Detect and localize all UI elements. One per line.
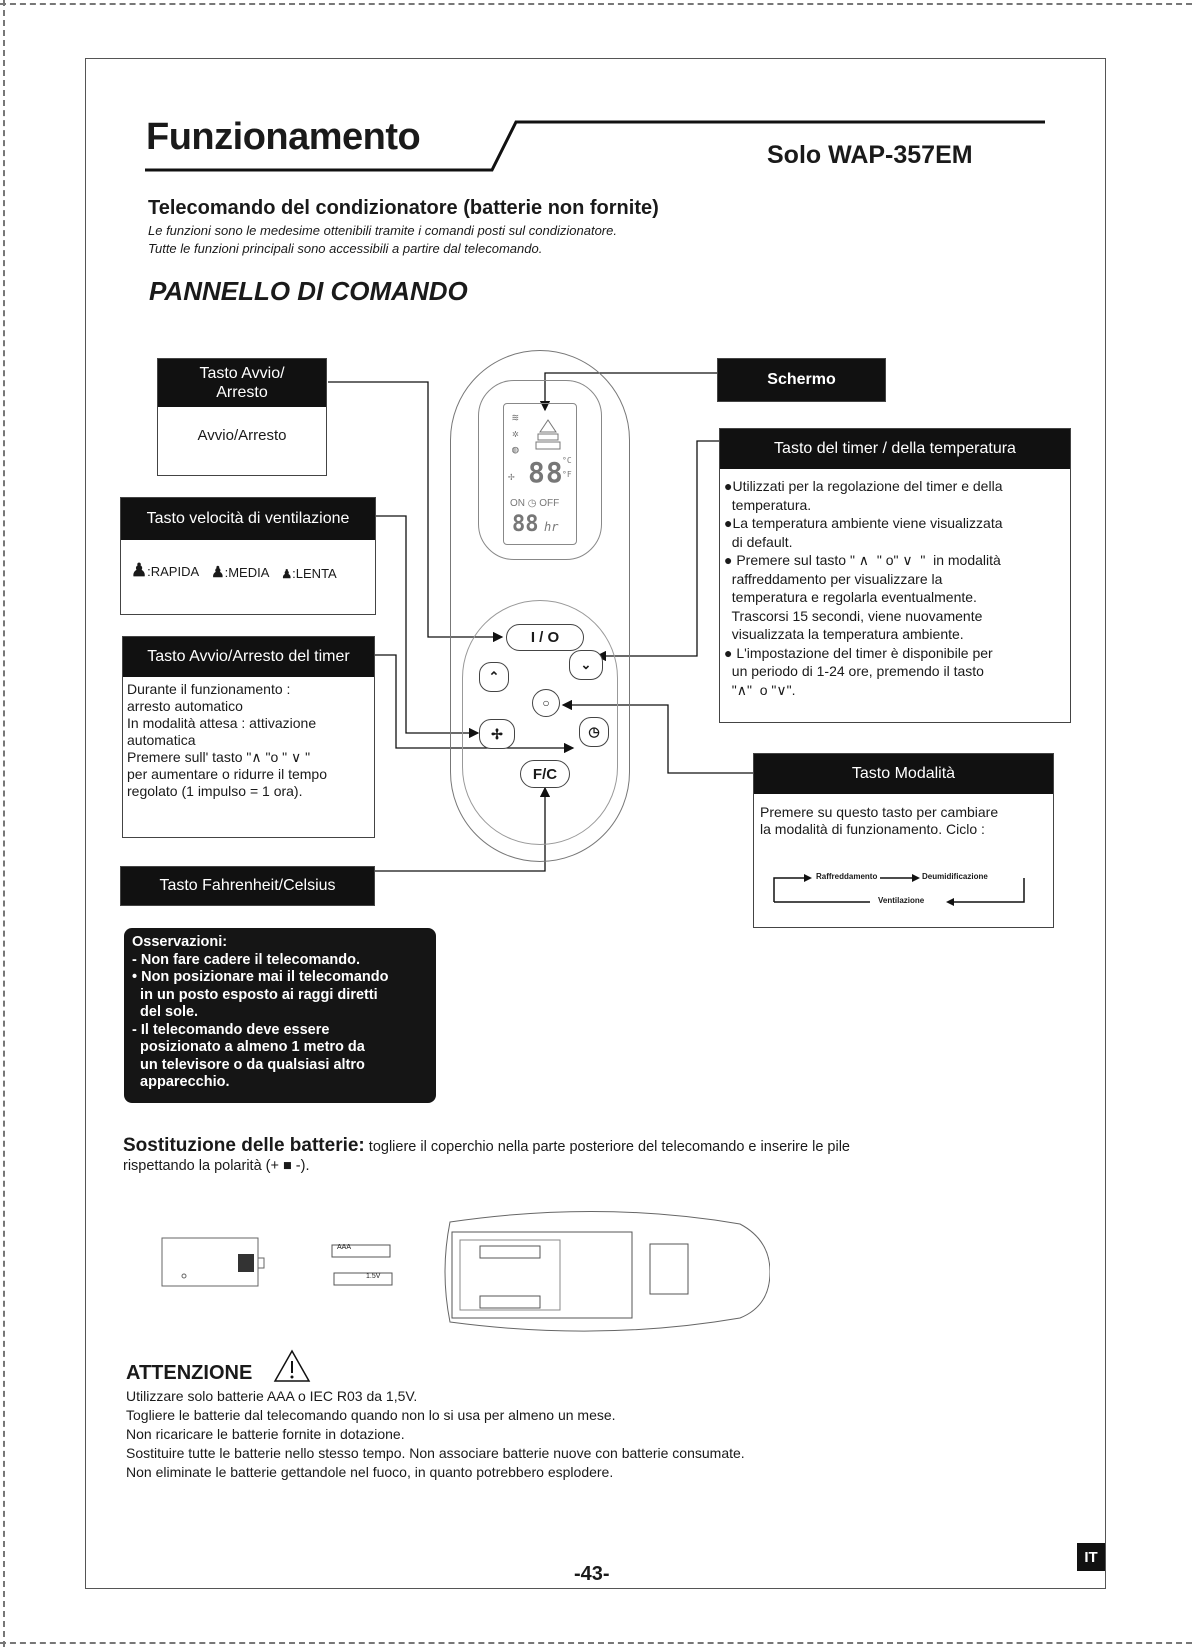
warning-title: ATTENZIONE bbox=[126, 1362, 253, 1384]
battery-title: Sostituzione delle batterie: bbox=[123, 1135, 365, 1156]
remote-back-drawing bbox=[440, 1210, 770, 1334]
callout-timer bbox=[122, 636, 375, 838]
lcd-fan-icon: ✢ bbox=[508, 470, 515, 483]
tt-line: "∧" o "∨". bbox=[724, 681, 796, 698]
timer-line: automatica bbox=[127, 732, 196, 748]
battery-text-2: rispettando la polarità (+ ■ -). bbox=[123, 1158, 310, 1174]
obs-item: posizionato a almeno 1 metro da bbox=[132, 1039, 365, 1055]
callout-power-title: Tasto Avvio/ Arresto bbox=[158, 359, 326, 407]
tt-line: un periodo di 1-24 ore, premendo il tasto bbox=[724, 663, 984, 679]
tt-line: visualizzata la temperatura ambiente. bbox=[724, 626, 964, 642]
tt-line: ●Utilizzati per la regolazione del timer e della bbox=[724, 478, 1003, 494]
callout-mode-title: Tasto Modalità bbox=[754, 754, 1053, 794]
intro-line: Tutte le funzioni principali sono accessibili a partire dal telecomando. bbox=[148, 241, 543, 256]
lcd-temp-digits: 88 bbox=[528, 456, 564, 489]
callout-screen-title: Schermo bbox=[718, 359, 885, 401]
fan-low-label: :LENTA bbox=[292, 566, 337, 581]
timer-line: Premere sull' tasto "∧ "o " ∨ " bbox=[127, 749, 311, 765]
cycle-fan: Ventilazione bbox=[878, 896, 925, 905]
timer-line: regolato (1 impulso = 1 ora). bbox=[127, 783, 303, 799]
obs-item: - Non fare cadere il telecomando. bbox=[132, 951, 361, 968]
fan-high-label: :RAPIDA bbox=[147, 564, 200, 579]
fan-speed-legend bbox=[121, 540, 375, 601]
warning-line: Sostituire tutte le batterie nello stesso tempo. Non associare batterie nuove con batterie consumate. bbox=[126, 1445, 745, 1461]
callout-timer-temp-text bbox=[720, 469, 1070, 703]
battery-label-volt: 1.5V bbox=[366, 1273, 381, 1280]
observations-title: Osservazioni: bbox=[132, 934, 228, 950]
tt-line: di default. bbox=[724, 533, 793, 550]
warning-line: Togliere le batterie dal telecomando quando non lo si usa per almeno un mese. bbox=[126, 1407, 616, 1423]
lcd-hr: hr bbox=[544, 520, 559, 534]
timer-line: arresto automatico bbox=[127, 698, 243, 714]
battery-cover-drawing bbox=[158, 1210, 278, 1290]
language-tab: IT bbox=[1077, 1543, 1105, 1571]
fan-high-icon: ♟ bbox=[131, 560, 148, 580]
mode-line: Premere su questo tasto per cambiare bbox=[760, 804, 999, 820]
battery-text: togliere il coperchio nella parte posteriore del telecomando e inserire le pile bbox=[364, 1139, 850, 1155]
observations-box bbox=[124, 928, 436, 1103]
timer-line: per aumentare o ridurre il tempo bbox=[127, 766, 327, 782]
callout-timer-temp bbox=[719, 428, 1071, 723]
remote-lcd bbox=[503, 403, 577, 545]
callout-fan-title: Tasto velocità di ventilazione bbox=[121, 498, 375, 540]
fan-medium-item bbox=[211, 563, 269, 581]
mode-cycle-diagram bbox=[772, 872, 1036, 914]
power-button[interactable]: I / O bbox=[506, 624, 584, 651]
battery-section bbox=[123, 1136, 1023, 1176]
callout-timer-text bbox=[123, 677, 374, 804]
obs-item: • Non posizionare mai il telecomando bbox=[132, 969, 389, 985]
lcd-hour-digits: 88 bbox=[512, 512, 539, 537]
callout-power bbox=[157, 358, 327, 476]
temp-down-button[interactable]: ⌄ bbox=[569, 650, 603, 680]
tt-line: ●La temperatura ambiente viene visualizzata bbox=[724, 515, 1003, 531]
timer-line: Durante il funzionamento : bbox=[127, 681, 291, 697]
timer-button[interactable]: ◷ bbox=[579, 717, 609, 747]
obs-item: - Il telecomando deve essere bbox=[132, 1021, 330, 1038]
fan-low-icon: ♟ bbox=[281, 567, 293, 581]
tt-line: raffreddamento per visualizzare la bbox=[724, 570, 943, 587]
callout-mode bbox=[753, 753, 1054, 928]
fan-speed-icon bbox=[534, 412, 562, 452]
lcd-onoff: ON ◷ OFF bbox=[510, 498, 560, 509]
lcd-unit-labels bbox=[562, 454, 572, 482]
fan-medium-label: :MEDIA bbox=[224, 565, 270, 580]
warning-line: Non eliminate le batterie gettandole nel fuoco, in quanto potrebbero esplodere. bbox=[126, 1464, 614, 1480]
section-heading: Telecomando del condizionatore (batterie non fornite) bbox=[148, 197, 659, 219]
cycle-cooling: Raffreddamento bbox=[816, 872, 878, 881]
warning-icon bbox=[272, 1348, 312, 1384]
timer-line: In modalità attesa : attivazione bbox=[127, 715, 317, 731]
tt-line: ● Premere sul tasto " ∧ " o" ∨ " in modalità bbox=[724, 552, 1001, 568]
tt-line: Trascorsi 15 secondi, viene nuovamente bbox=[724, 607, 983, 624]
lcd-mode-icons: ≋ ✲ ◍ bbox=[512, 411, 519, 456]
callout-screen bbox=[717, 358, 886, 402]
warning-line: Non ricaricare le batterie fornite in dotazione. bbox=[126, 1426, 405, 1442]
warning-text bbox=[126, 1387, 745, 1482]
lcd-f: °F bbox=[562, 470, 572, 479]
observations-list bbox=[132, 952, 428, 1092]
callout-fc-title: Tasto Fahrenheit/Celsius bbox=[121, 867, 374, 905]
mode-line: la modalità di funzionamento. Ciclo : bbox=[760, 821, 985, 837]
tt-line: ● L'impostazione del timer è disponibile per bbox=[724, 644, 993, 661]
tt-line: temperatura e regolarla eventualmente. bbox=[724, 589, 977, 605]
mode-button[interactable]: ○ bbox=[532, 689, 560, 717]
intro-line: Le funzioni sono le medesime ottenibili tramite i comandi posti sul condizionatore. bbox=[148, 223, 617, 238]
callout-timer-temp-title: Tasto del timer / della temperatura bbox=[720, 429, 1070, 469]
fc-button[interactable]: F/C bbox=[520, 760, 570, 788]
callout-timer-title: Tasto Avvio/Arresto del timer bbox=[123, 637, 374, 677]
fan-low-item bbox=[281, 566, 336, 581]
page-title: Funzionamento bbox=[146, 116, 421, 158]
fan-speed-button[interactable]: ✢ bbox=[479, 719, 515, 749]
obs-item: apparecchio. bbox=[132, 1074, 230, 1090]
callout-fc bbox=[120, 866, 375, 906]
model-label: Solo WAP-357EM bbox=[767, 141, 973, 169]
obs-item: un televisore o da qualsiasi altro bbox=[132, 1056, 365, 1073]
fan-high-item bbox=[131, 560, 199, 581]
battery-label-aaa: AAA bbox=[337, 1244, 352, 1251]
tt-line: temperatura. bbox=[724, 496, 812, 513]
page-number: -43- bbox=[574, 1563, 610, 1585]
cycle-dehumidify: Deumidificazione bbox=[922, 872, 988, 881]
warning-line: Utilizzare solo batterie AAA o IEC R03 da 1,5V. bbox=[126, 1388, 418, 1404]
callout-mode-text bbox=[754, 794, 1053, 848]
callout-power-text: Avvio/Arresto bbox=[197, 427, 287, 444]
lcd-c: °C bbox=[562, 456, 572, 465]
callout-fan-speed bbox=[120, 497, 376, 615]
obs-item: del sole. bbox=[132, 1004, 199, 1020]
obs-item: in un posto esposto ai raggi diretti bbox=[132, 986, 378, 1003]
temp-up-button[interactable]: ⌃ bbox=[479, 662, 509, 692]
fan-medium-icon: ♟ bbox=[211, 564, 225, 581]
panel-title: PANNELLO DI COMANDO bbox=[149, 276, 468, 306]
